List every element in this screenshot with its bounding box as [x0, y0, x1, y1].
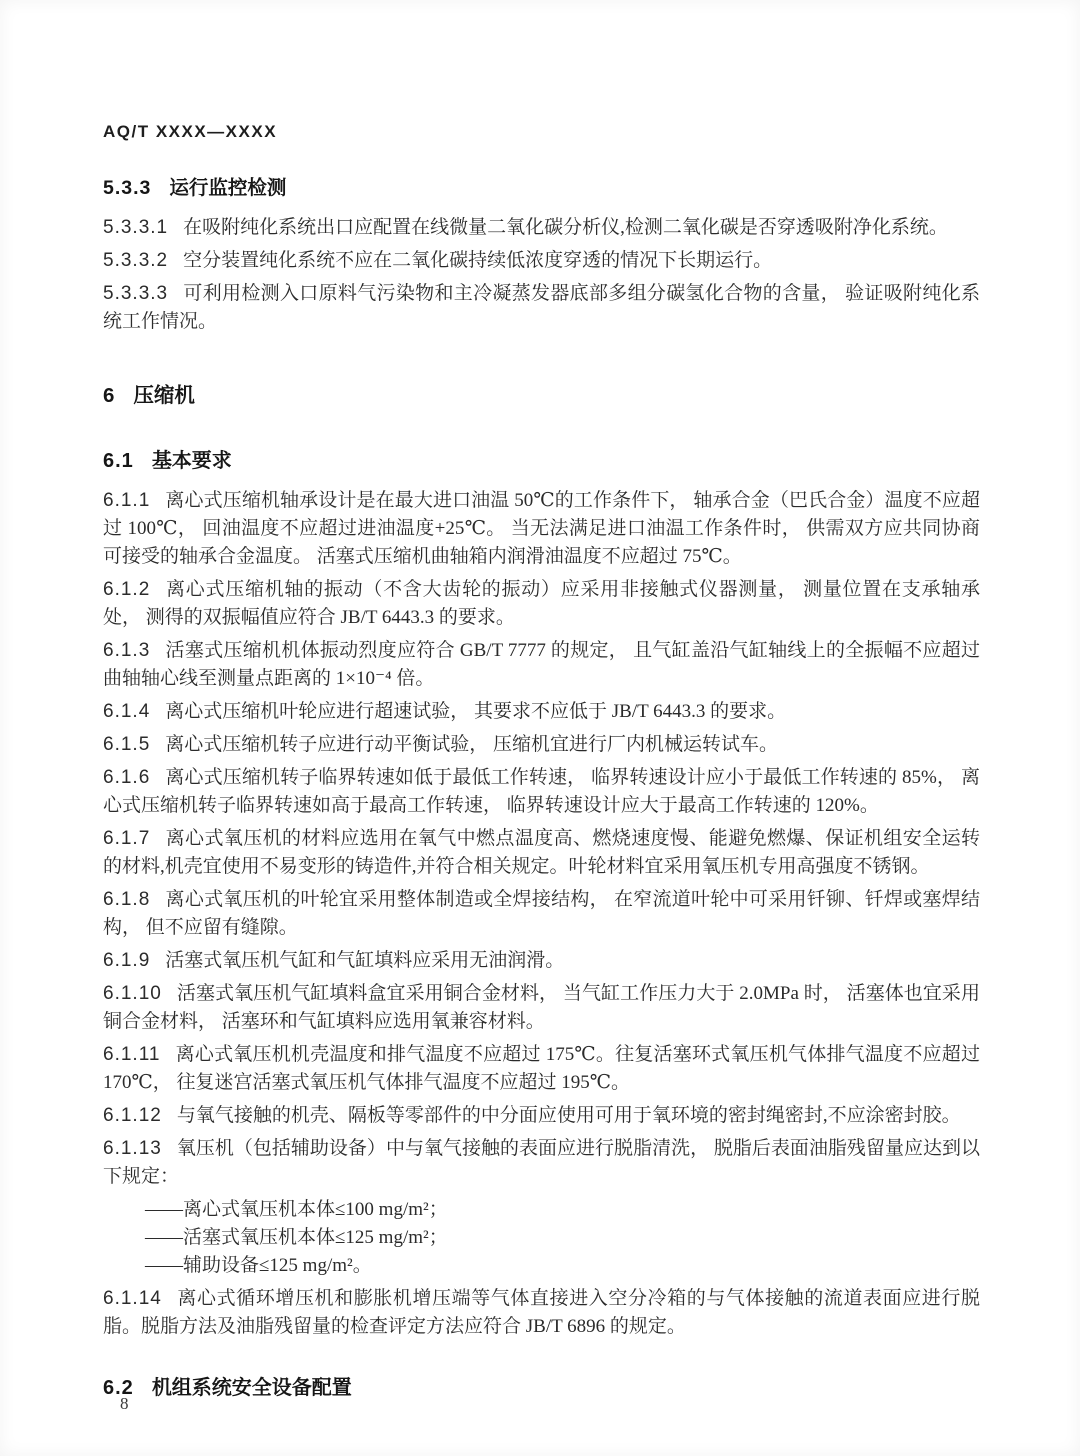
clause-text: 离心式循环增压机和膨胀机增压端等气体直接进入空分冷箱的与气体接触的流道表面应进行脱脂。脱脂方法及油脂残留量的检查评定方法应符合 JB/T 6896 的规定。	[103, 1288, 980, 1337]
clause-text: 离心式氧压机机壳温度和排气温度不应超过 175℃。往复活塞环式氧压机气体排气温度不应超过 170℃， 往复迷宫活塞式氧压机气体排气温度不应超过 195℃。	[103, 1044, 980, 1093]
clause-text: 离心式压缩机轴承设计是在最大进口油温 50℃的工作条件下， 轴承合金（巴氏合金）温度不应超过 100℃， 回油温度不应超过进油温度+25℃。 当无法满足进口油温工作条件时， 供需双方应共同协商可接受的轴承合金温度。 活塞式压缩机曲轴箱内润滑油温度不应超过 75℃。	[103, 490, 980, 567]
section-heading-6	[103, 378, 980, 408]
section-number: 5.3.3	[103, 177, 152, 199]
clause-number: 5.3.3.3	[103, 283, 169, 304]
clause-number: 5.3.3.2	[103, 250, 169, 271]
clause-text: 氧压机（包括辅助设备）中与氧气接触的表面应进行脱脂清洗， 脱脂后表面油脂残留量应达到以下规定：	[103, 1138, 980, 1187]
clause-number: 6.1.7	[103, 828, 151, 849]
doc-header: AQ/T XXXX—XXXX	[103, 122, 278, 141]
clause-6-1-14	[103, 1285, 980, 1341]
clause-6-1-11	[103, 1041, 980, 1097]
clause-5-3-3-1	[103, 214, 980, 242]
clause-6-1-4	[103, 698, 980, 726]
clause-6-1-9	[103, 947, 980, 975]
section-title: 基本要求	[151, 450, 232, 472]
section-title: 运行监控检测	[169, 177, 287, 199]
section-number: 6.2	[103, 1377, 134, 1399]
clause-6-1-10	[103, 980, 980, 1036]
clause-number: 6.1.13	[103, 1138, 162, 1159]
clause-number: 5.3.3.1	[103, 217, 169, 238]
clause-number: 6.1.8	[103, 889, 151, 910]
clause-6-1-5	[103, 731, 980, 759]
clause-number: 6.1.6	[103, 767, 151, 788]
section-heading-5-3-3	[103, 172, 980, 200]
clause-text: 离心式压缩机转子应进行动平衡试验， 压缩机宜进行厂内机械运转试车。	[165, 734, 779, 755]
clause-text: 离心式压缩机轴的振动（不含大齿轮的振动）应采用非接触式仪器测量， 测量位置在支承轴承处， 测得的双振幅值应符合 JB/T 6443.3 的要求。	[103, 579, 980, 628]
page-number: 8	[120, 1394, 129, 1413]
clause-6-1-7	[103, 825, 980, 881]
dash-list-item-piston: ——活塞式氧压机本体≤125 mg/m²；	[145, 1227, 448, 1248]
clause-text: 在吸附纯化系统出口应配置在线微量二氧化碳分析仪,检测二氧化碳是否穿透吸附净化系统。	[183, 217, 948, 238]
clause-text: 离心式压缩机转子临界转速如低于最低工作转速， 临界转速设计应小于最低工作转速的 85%， 离心式压缩机转子临界转速如高于最高工作转速， 临界转速设计应大于最高工作转速的 120%。	[103, 767, 980, 816]
clause-6-1-2	[103, 576, 980, 632]
clause-text: 活塞式压缩机机体振动烈度应符合 GB/T 7777 的规定， 且气缸盖沿气缸轴线上的全振幅不应超过曲轴轴心线至测量点距离的 1×10⁻⁴ 倍。	[103, 640, 980, 689]
clause-text: 空分装置纯化系统不应在二氧化碳持续低浓度穿透的情况下长期运行。	[183, 250, 773, 271]
section-number: 6.1	[103, 450, 134, 472]
clause-number: 6.1.9	[103, 950, 151, 971]
clause-text: 活塞式氧压机气缸填料盒宜采用铜合金材料， 当气缸工作压力大于 2.0MPa 时， 活塞体也宜采用铜合金材料， 活塞环和气缸填料应选用氧兼容材料。	[103, 983, 980, 1032]
clause-text: 离心式氧压机的叶轮宜采用整体制造或全焊接结构， 在窄流道叶轮中可采用钎铆、钎焊或塞焊结构， 但不应留有缝隙。	[103, 889, 980, 938]
clause-6-1-6	[103, 764, 980, 820]
clause-text: 离心式压缩机叶轮应进行超速试验， 其要求不应低于 JB/T 6443.3 的要求。	[165, 701, 787, 722]
clause-text: 离心式氧压机的材料应选用在氧气中燃点温度高、燃烧速度慢、能避免燃爆、保证机组安全运转的材料,机壳宜使用不易变形的铸造件,并符合相关规定。叶轮材料宜采用氧压机专用高强度不锈钢。	[103, 828, 980, 877]
section-heading-6-2	[103, 1371, 980, 1400]
clause-number: 6.1.11	[103, 1044, 161, 1065]
clause-6-1-3	[103, 637, 980, 693]
section-title: 压缩机	[133, 384, 195, 407]
clause-5-3-3-2	[103, 247, 980, 275]
clause-number: 6.1.4	[103, 701, 151, 722]
clause-number: 6.1.5	[103, 734, 151, 755]
clause-5-3-3-3	[103, 280, 980, 336]
clause-6-1-1	[103, 487, 980, 571]
clause-number: 6.1.3	[103, 640, 151, 661]
clause-number: 6.1.14	[103, 1288, 162, 1309]
clause-text: 活塞式氧压机气缸和气缸填料应采用无油润滑。	[165, 950, 565, 971]
section-number: 6	[103, 384, 116, 407]
section-title: 机组系统安全设备配置	[151, 1377, 352, 1399]
section-heading-6-1	[103, 444, 980, 473]
document-content	[103, 122, 980, 1414]
clause-number: 6.1.12	[103, 1105, 162, 1126]
clause-6-1-8	[103, 886, 980, 942]
dash-list-item-auxiliary: ——辅助设备≤125 mg/m²。	[145, 1255, 372, 1276]
dash-list-item-centrifugal: ——离心式氧压机本体≤100 mg/m²；	[145, 1199, 448, 1220]
clause-number: 6.1.2	[103, 579, 151, 600]
clause-text: 可利用检测入口原料气污染物和主冷凝蒸发器底部多组分碳氢化合物的含量， 验证吸附纯化系统工作情况。	[103, 283, 980, 332]
clause-6-1-12	[103, 1102, 980, 1130]
clause-number: 6.1.10	[103, 983, 162, 1004]
clause-number: 6.1.1	[103, 490, 151, 511]
clause-6-1-13	[103, 1135, 980, 1191]
clause-text: 与氧气接触的机壳、隔板等零部件的中分面应使用可用于氧环境的密封绳密封,不应涂密封胶。	[176, 1105, 961, 1126]
